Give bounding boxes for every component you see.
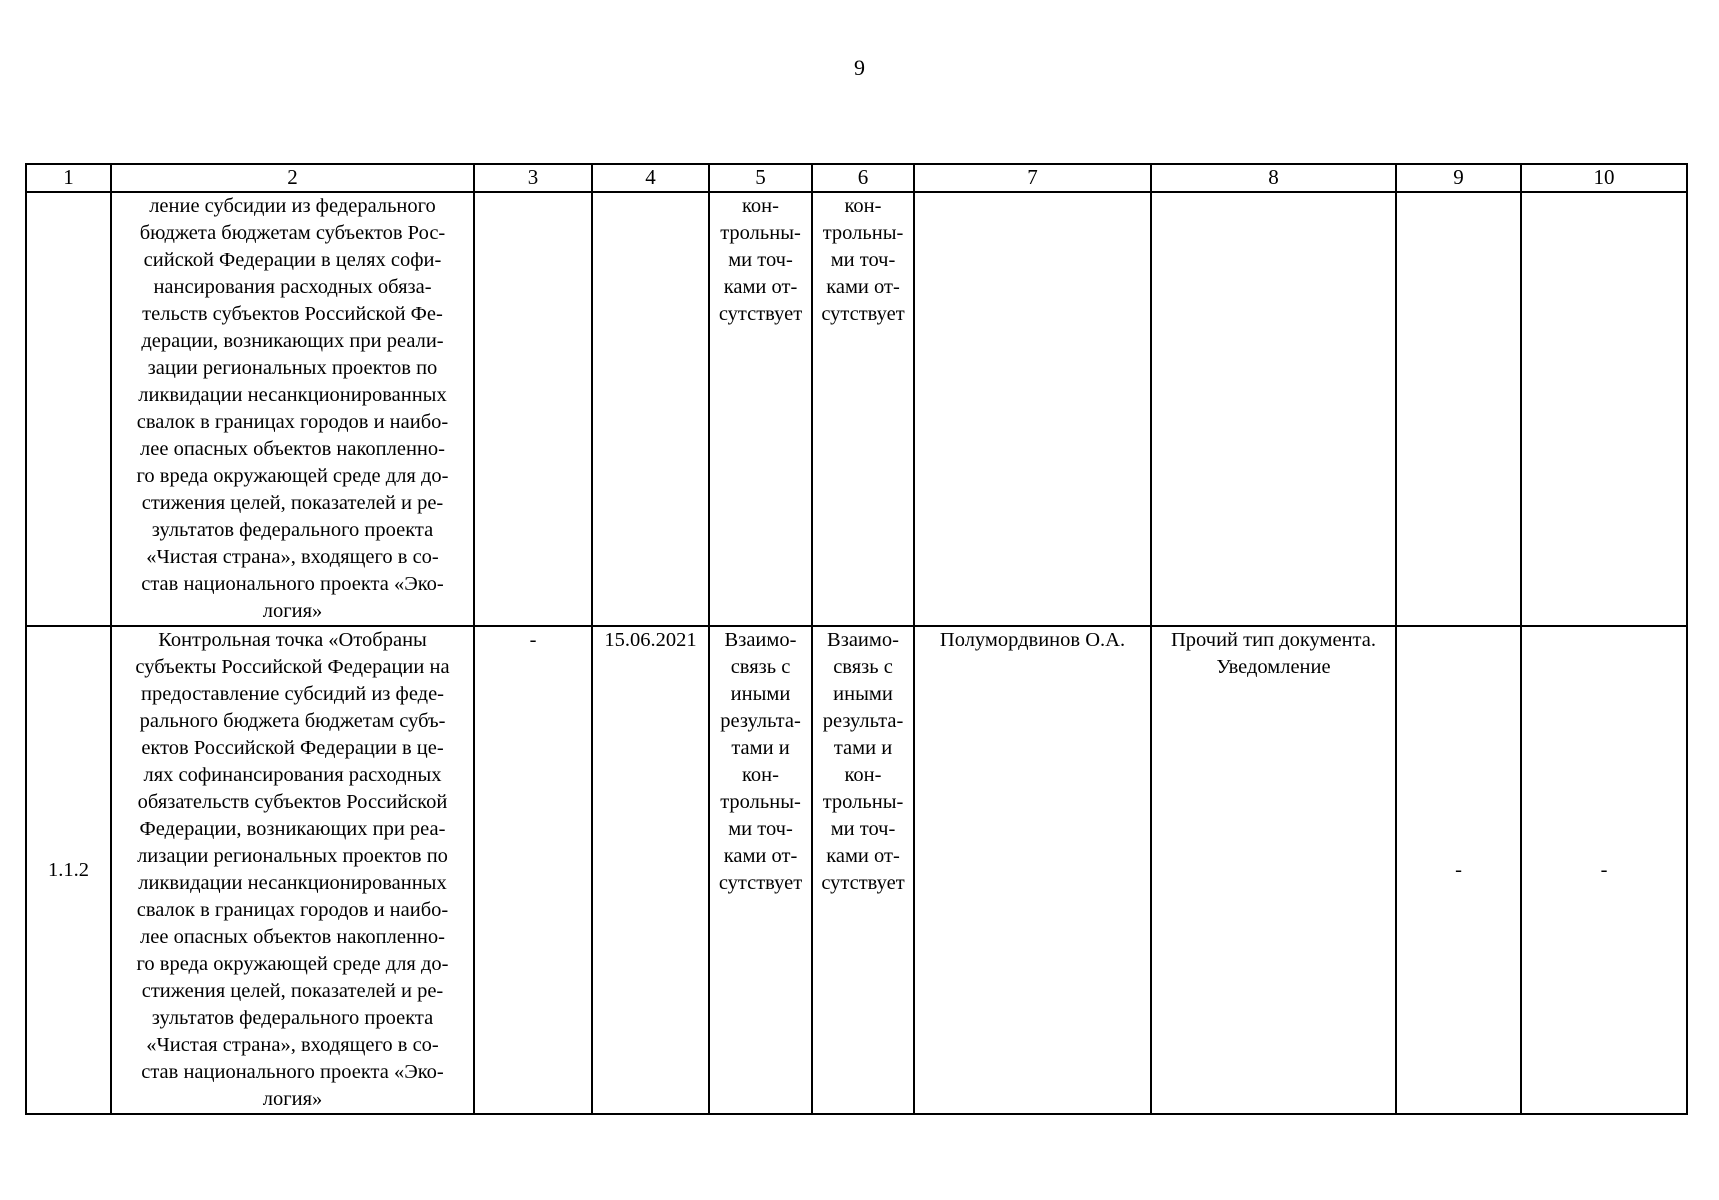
document-table — [25, 163, 1688, 1115]
cell-line: сутствует — [821, 303, 905, 325]
cell-line: зации региональных проектов по — [147, 357, 438, 379]
cell-line: ми точ- — [728, 818, 793, 840]
cell-line: ми точ- — [830, 818, 896, 840]
cell-line: кон- — [844, 195, 882, 217]
row1-col1 — [26, 192, 111, 626]
row2-col2 — [111, 626, 474, 1114]
header-col-5: 5 — [709, 164, 812, 192]
header-col-9: 9 — [1396, 164, 1521, 192]
cell-line: ликвидации несанкционированных — [138, 872, 447, 894]
cell-line: тами и — [731, 737, 790, 759]
cell-line: сутствует — [821, 872, 905, 894]
cell-line: Федерации, возникающих при реа- — [139, 818, 446, 840]
cell-line: свалок в границах городов и наибо- — [136, 411, 449, 433]
cell-line: тами и — [833, 737, 893, 759]
cell-line: логия» — [262, 1088, 323, 1110]
row1-col8 — [1151, 192, 1396, 626]
header-col-1: 1 — [26, 164, 111, 192]
header-col-4: 4 — [592, 164, 709, 192]
row1-col9 — [1396, 192, 1521, 626]
cell-line: зультатов федерального проекта — [151, 519, 434, 541]
cell-line: предоставление субсидий из феде- — [140, 683, 444, 705]
row2-col4: 15.06.2021 — [592, 626, 709, 1114]
cell-line: ление субсидии из федерального — [149, 195, 436, 217]
cell-line: обязательств субъектов Российской — [137, 791, 448, 813]
cell-line: зультатов федерального проекта — [151, 1007, 434, 1029]
cell-line: Уведомление — [1216, 656, 1331, 678]
cell-line: сийской Федерации в целях софи- — [143, 249, 442, 271]
cell-line: Прочий тип документа. — [1171, 629, 1376, 651]
table-row — [26, 626, 1687, 1114]
cell-line: ектов Российской Федерации в це- — [141, 737, 444, 759]
row2-col10: - — [1521, 626, 1687, 1114]
row2-col7: Полумордвинов О.А. — [914, 626, 1151, 1114]
page-number: 9 — [854, 55, 865, 80]
cell-line: сутствует — [718, 872, 803, 894]
cell-line: иными — [833, 683, 893, 705]
cell-line: ками от- — [826, 845, 900, 867]
header-col-8: 8 — [1151, 164, 1396, 192]
row1-col4 — [592, 192, 709, 626]
cell-line: ками от- — [826, 276, 900, 298]
cell-line: стижения целей, показателей и ре- — [141, 492, 444, 514]
cell-line: го вреда окружающей среде для до- — [136, 953, 449, 975]
row1-col10 — [1521, 192, 1687, 626]
cell-line: ми точ- — [830, 249, 896, 271]
row1-col2 — [111, 192, 474, 626]
cell-line: «Чистая страна», входящего в со- — [146, 546, 439, 568]
cell-line: трольны- — [822, 791, 904, 813]
cell-line: бюджета бюджетам субъектов Рос- — [139, 222, 446, 244]
cell-line: лее опасных объектов накопленно- — [140, 926, 445, 948]
row2-col6 — [812, 626, 914, 1114]
cell-line: ками от- — [723, 276, 798, 298]
cell-line: кон- — [742, 764, 779, 786]
table-row — [26, 192, 1687, 626]
header-col-3: 3 — [474, 164, 592, 192]
cell-line: результа- — [720, 710, 801, 732]
header-row — [26, 164, 1687, 192]
cell-line: дерации, возникающих при реали- — [141, 330, 444, 352]
row1-col5 — [709, 192, 812, 626]
cell-line: результа- — [822, 710, 904, 732]
cell-line: сутствует — [718, 303, 803, 325]
cell-line: свалок в границах городов и наибо- — [136, 899, 449, 921]
row1-col6 — [812, 192, 914, 626]
header-col-2: 2 — [111, 164, 474, 192]
row1-col3 — [474, 192, 592, 626]
header-col-10: 10 — [1521, 164, 1687, 192]
row2-col8 — [1151, 626, 1396, 1114]
cell-line: став национального проекта «Эко- — [141, 1061, 444, 1083]
cell-line: став национального проекта «Эко- — [141, 573, 444, 595]
cell-line: стижения целей, показателей и ре- — [141, 980, 444, 1002]
cell-line: «Чистая страна», входящего в со- — [146, 1034, 439, 1056]
cell-line: ками от- — [723, 845, 798, 867]
cell-line: лях софинансирования расходных — [143, 764, 442, 786]
cell-line: лизации региональных проектов по — [137, 845, 448, 867]
cell-line: кон- — [742, 195, 779, 217]
row2-col3: - — [474, 626, 592, 1114]
cell-line: лее опасных объектов накопленно- — [140, 438, 445, 460]
row2-col5 — [709, 626, 812, 1114]
row1-col7 — [914, 192, 1151, 626]
cell-line: субъекты Российской Федерации на — [135, 656, 450, 678]
header-col-7: 7 — [914, 164, 1151, 192]
cell-line: го вреда окружающей среде для до- — [136, 465, 449, 487]
cell-line: логия» — [262, 600, 323, 622]
cell-line: Взаимо- — [724, 629, 797, 651]
cell-line: иными — [730, 683, 791, 705]
row2-col1: 1.1.2 — [26, 626, 111, 1114]
cell-line: трольны- — [720, 791, 801, 813]
cell-line: трольны- — [720, 222, 801, 244]
cell-line: Взаимо- — [827, 629, 899, 651]
cell-line: ликвидации несанкционированных — [138, 384, 447, 406]
header-col-6: 6 — [812, 164, 914, 192]
cell-line: трольны- — [822, 222, 904, 244]
cell-line: Контрольная точка «Отобраны — [158, 629, 427, 651]
cell-line: связь с — [833, 656, 893, 678]
cell-line: ми точ- — [728, 249, 793, 271]
cell-line: кон- — [844, 764, 882, 786]
cell-line: нансирования расходных обяза- — [153, 276, 432, 298]
row2-col9: - — [1396, 626, 1521, 1114]
cell-line: связь с — [730, 656, 791, 678]
cell-line: рального бюджета бюджетам субъ- — [139, 710, 446, 732]
cell-line: тельств субъектов Российской Фе- — [142, 303, 443, 325]
